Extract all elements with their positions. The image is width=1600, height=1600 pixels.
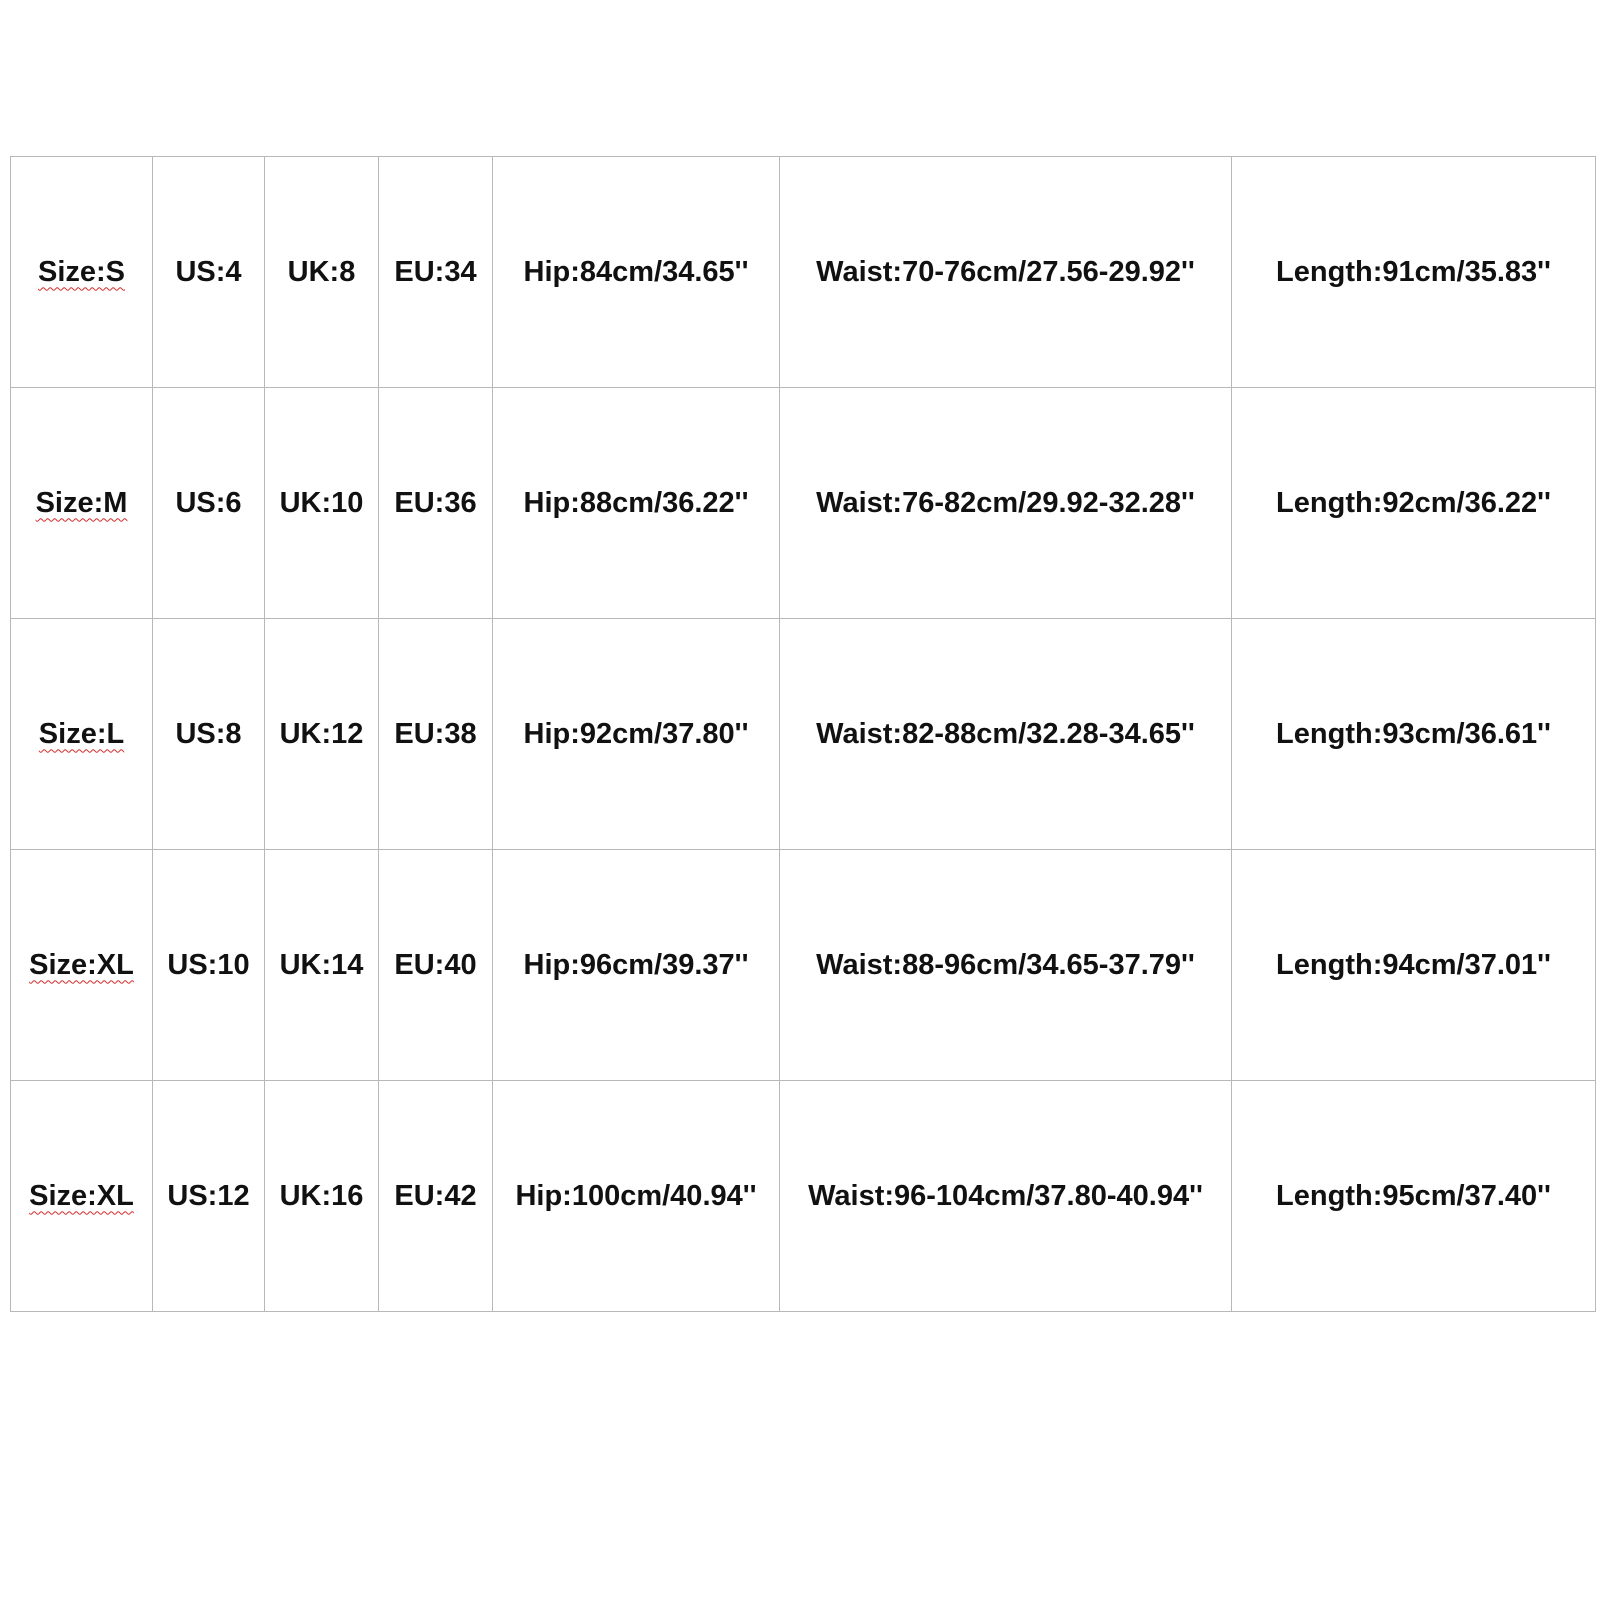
us-size-cell: US:4 <box>153 157 265 388</box>
hip-cell: Hip:92cm/37.80'' <box>493 619 780 850</box>
length-cell: Length:94cm/37.01'' <box>1232 850 1596 1081</box>
size-cell <box>11 619 153 850</box>
size-cell <box>11 157 153 388</box>
eu-size-cell: EU:40 <box>379 850 493 1081</box>
size-label: Size:L <box>38 717 125 750</box>
table-row <box>11 850 1596 1081</box>
size-cell <box>11 850 153 1081</box>
waist-cell: Waist:76-82cm/29.92-32.28'' <box>780 388 1232 619</box>
size-chart-table <box>10 156 1596 1312</box>
us-size-cell: US:6 <box>153 388 265 619</box>
size-label: Size:XL <box>29 1179 134 1212</box>
hip-cell: Hip:84cm/34.65'' <box>493 157 780 388</box>
waist-cell: Waist:70-76cm/27.56-29.92'' <box>780 157 1232 388</box>
length-cell: Length:93cm/36.61'' <box>1232 619 1596 850</box>
hip-cell: Hip:96cm/39.37'' <box>493 850 780 1081</box>
uk-size-cell: UK:10 <box>265 388 379 619</box>
length-cell: Length:91cm/35.83'' <box>1232 157 1596 388</box>
eu-size-cell: EU:38 <box>379 619 493 850</box>
waist-cell: Waist:88-96cm/34.65-37.79'' <box>780 850 1232 1081</box>
us-size-cell: US:12 <box>153 1081 265 1312</box>
uk-size-cell: UK:12 <box>265 619 379 850</box>
length-cell: Length:95cm/37.40'' <box>1232 1081 1596 1312</box>
eu-size-cell: EU:36 <box>379 388 493 619</box>
eu-size-cell: EU:34 <box>379 157 493 388</box>
table-row <box>11 157 1596 388</box>
length-cell: Length:92cm/36.22'' <box>1232 388 1596 619</box>
hip-cell: Hip:100cm/40.94'' <box>493 1081 780 1312</box>
uk-size-cell: UK:16 <box>265 1081 379 1312</box>
size-label: Size:S <box>37 255 126 288</box>
table-row <box>11 1081 1596 1312</box>
uk-size-cell: UK:8 <box>265 157 379 388</box>
waist-cell: Waist:96-104cm/37.80-40.94'' <box>780 1081 1232 1312</box>
uk-size-cell: UK:14 <box>265 850 379 1081</box>
size-cell <box>11 1081 153 1312</box>
size-label: Size:XL <box>29 948 134 981</box>
hip-cell: Hip:88cm/36.22'' <box>493 388 780 619</box>
us-size-cell: US:10 <box>153 850 265 1081</box>
size-cell <box>11 388 153 619</box>
size-label: Size:M <box>35 486 128 519</box>
eu-size-cell: EU:42 <box>379 1081 493 1312</box>
us-size-cell: US:8 <box>153 619 265 850</box>
table-row <box>11 388 1596 619</box>
table-row <box>11 619 1596 850</box>
waist-cell: Waist:82-88cm/32.28-34.65'' <box>780 619 1232 850</box>
